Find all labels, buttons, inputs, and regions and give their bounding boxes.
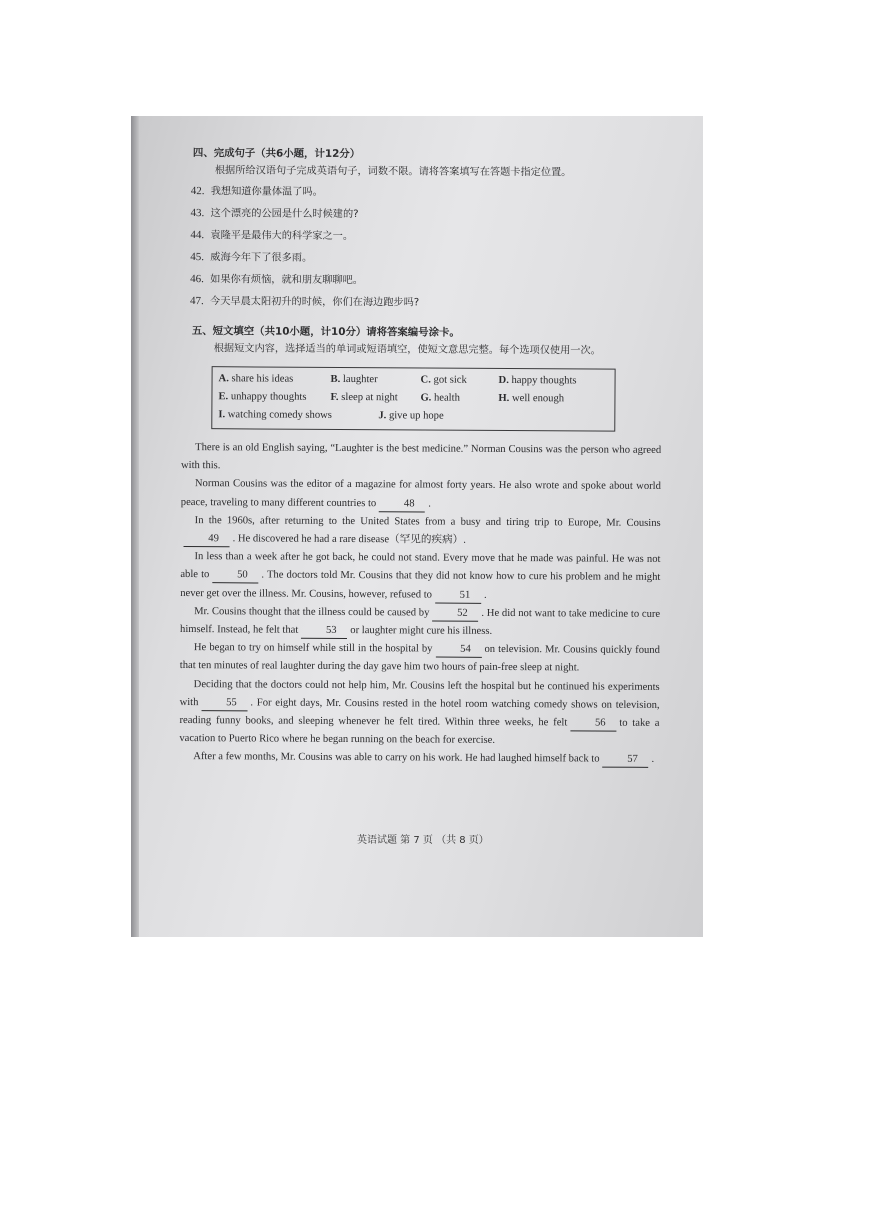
blank-48: 48: [379, 497, 425, 512]
passage-paragraph-7: Deciding that the doctors could not help him, Mr. Cousins left the hospital but he continued his experiments with 55 . For eight days, Mr. Cousins rested in the hotel room watching comedy shows on television, reading funny books, and sleeping whenever he felt tired. Within three weeks, he felt 56 to take a vacation to Puerto Rico where he began running on the beach for exercise.: [179, 678, 660, 747]
section4-instruction: 根据所给汉语句子完成英语句子，词数不限。请将答案填写在答题卡指定位置。: [214, 165, 572, 179]
blank-49: 49: [184, 532, 230, 547]
option-a: A. share his ideas: [218, 373, 294, 385]
option-d: D. happy thoughts: [498, 374, 577, 387]
blank-55: 55: [201, 696, 247, 711]
option-c: C. got sick: [420, 374, 467, 386]
passage-paragraph-4: In less than a week after he got back, he could not stand. Every move that he made was painful. He was not able to 50 . The doctors told Mr. Cousins that they did not know how to cure his problem and he might never get over the illness. Mr. Cousins, however, refused to 51 .: [180, 548, 660, 606]
blank-51: 51: [435, 588, 481, 603]
question-text: 袁隆平是最伟大的科学家之一。: [210, 230, 354, 243]
blank-54: 54: [435, 643, 481, 658]
blank-56: 56: [570, 716, 616, 731]
page-footer: 英语试题 第 7 页 （共 8 页）: [357, 835, 489, 846]
question-number: 46.: [190, 273, 204, 286]
question-45: [190, 246, 662, 271]
exam-page-photo: [131, 116, 703, 937]
option-h: H. well enough: [498, 392, 565, 405]
question-text: 我想知道你量体温了吗。: [210, 186, 323, 198]
question-43: [191, 202, 663, 227]
option-e: E. unhappy thoughts: [218, 391, 307, 403]
section5-instruction: 根据短文内容，选择适当的单词或短语填空，使短文意思完整。每个选项仅使用一次。: [213, 343, 601, 357]
section4-title: 四、完成句子（共6小题，计12分）: [192, 147, 361, 161]
question-44: [190, 224, 662, 249]
question-text: 这个漂亮的公园是什么时候建的?: [210, 208, 359, 221]
passage-paragraph-1: There is an old English saying, “Laughter is the best medicine.” Norman Cousins was the person who agreed with this.: [181, 442, 662, 472]
blank-52: 52: [432, 606, 478, 621]
question-47: [190, 290, 662, 315]
option-f: F. sleep at night: [330, 391, 398, 404]
passage-paragraph-5: Mr. Cousins thought that the illness could be caused by 52 . He did not want to take medicine to cure himself. Instead, he felt that 53 or laughter might cure his illness.: [180, 603, 660, 642]
question-number: 43.: [190, 207, 205, 220]
question-number: 44.: [190, 229, 205, 242]
passage-paragraph-6: He began to try on himself while still in the hospital by 54 on television. Mr. Cousins quickly found that ten minutes of real laughter during the day gave him two hours of pain-free sleep at night.: [179, 642, 660, 674]
question-number: 47.: [190, 295, 204, 308]
options-box: [211, 366, 615, 431]
question-number: 42.: [190, 185, 205, 198]
question-text: 今天早晨太阳初升的时候，你们在海边跑步吗?: [210, 296, 420, 309]
blank-57: 57: [602, 753, 648, 768]
passage-paragraph-8: After a few months, Mr. Cousins was able to carry on his work. He had laughed himself back to 57 .: [179, 748, 659, 769]
question-46: [190, 268, 662, 293]
blank-53: 53: [301, 624, 347, 639]
passage-paragraph-2: Norman Cousins was the editor of a magazine for almost forty years. He also wrote and spoke about world peace, traveling to many different countries to 48 .: [181, 475, 661, 514]
blank-50: 50: [212, 569, 258, 584]
passage-paragraph-3: In the 1960s, after returning to the United States from a busy and tiring trip to Europe, Mr. Cousins49 . He discovered he had a rare disease（罕见的疾病）.: [181, 512, 661, 551]
option-j: J. give up hope: [378, 410, 444, 422]
section5-title: 五、短文填空（共10小题，计10分）请将答案编号涂卡。: [191, 325, 460, 339]
question-text: 威海今年下了很多雨。: [210, 252, 313, 264]
option-g: G. health: [420, 392, 460, 404]
exam-paper: [179, 144, 663, 770]
option-i: I. watching comedy shows: [218, 409, 332, 421]
question-42: [191, 180, 663, 205]
question-number: 45.: [190, 251, 205, 264]
option-b: B. laughter: [330, 373, 378, 386]
question-text: 如果你有烦恼，就和朋友聊聊吧。: [210, 274, 364, 287]
